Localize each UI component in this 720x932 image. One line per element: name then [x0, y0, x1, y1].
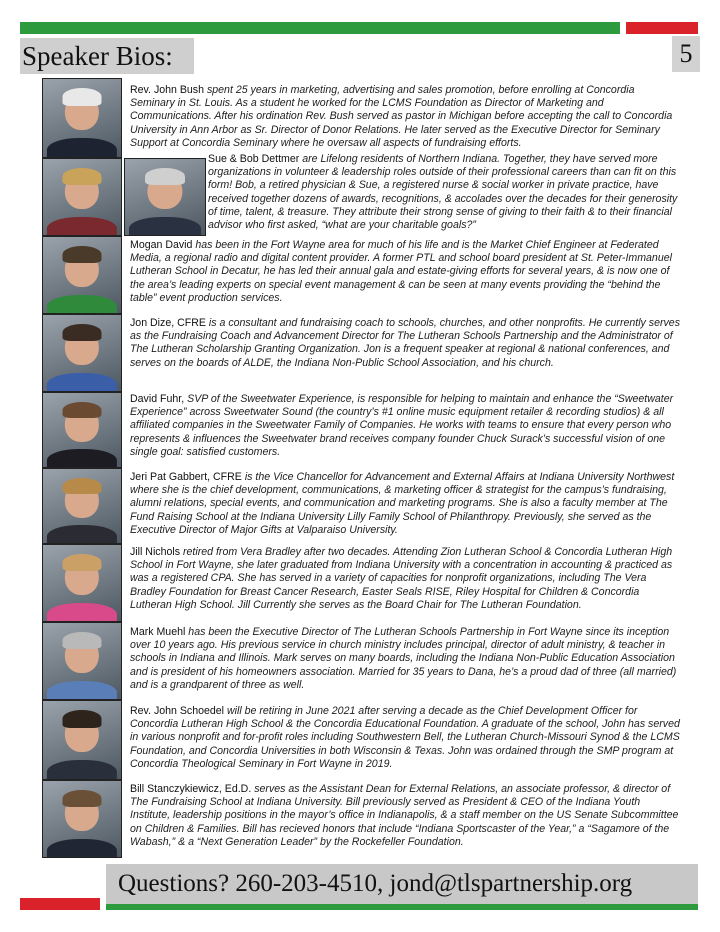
bio-stanczykiewicz — [130, 783, 682, 849]
speaker-bio: is a consultant and fundraising coach to schools, churches, and other nonprofits. He currently serves as the Fundraising Coach and Advancement Director for The Lutheran Schools Partnership and the Administrator of The Lutheran Scholarship Granting Organization. Jon is a frequent speaker at regional & national conferences, and serves on the boards of ALDE, the Indiana Non-Public School Association, and his church. — [130, 317, 680, 369]
footer-contact: Questions? 260-203-4510, jond@tlspartnership.org — [106, 864, 698, 904]
page-title: Speaker Bios: — [20, 38, 194, 74]
speaker-photo-sue-dettmer — [42, 158, 122, 236]
top-green-bar — [20, 22, 620, 34]
speaker-photo-david — [42, 236, 122, 314]
speaker-bio: SVP of the Sweetwater Experience, is responsible for helping to maintain and enhance the “Sweetwater Experience” across Sweetwater Sound (the country’s #1 online music equipment retailer & recording studios) & all affiliated companies in the Sweetwater Family of Companies. He works with teams to ensure that every person who represents & influences the Sweetwater brand receives company founder Chuck Surack’s successful vision of one single goal: satisfied customers. — [130, 393, 674, 458]
page-number: 5 — [672, 36, 700, 72]
speaker-bio: has been the Executive Director of The Lutheran Schools Partnership in Fort Wayne since its inception over 10 years ago. His previous service in church ministry includes principal, director of adult ministry, & teacher in schools in Indiana and Illinois. Mark serves on many boards, including the Indiana Non-Public Education Association and is president of his homeowners association. Married for 35 years to Dana, he’s a proud dad of three (all married) and is a grandparent of three as well. — [130, 626, 677, 691]
speaker-bio: retired from Vera Bradley after two decades. Attending Zion Lutheran School & Concordia Lutheran High School in Fort Wayne, she later graduated from Indiana University with a concentration in accounting & practiced as was a registered CPA. She has served in a variety of capacities for nonprofit organizations, including The Vera Bradley Foundation for Breast Cancer Research, Easter Seals RISE, Riley Hospital for Children & Concordia Lutheran High School. Jill Currently she serves as the Board Chair for The Lutheran Foundation. — [130, 546, 673, 611]
bio-schoedel — [130, 705, 682, 771]
speaker-name: Mogan David — [130, 239, 193, 251]
speaker-name: David Fuhr, — [130, 393, 185, 405]
bio-gabbert — [130, 471, 682, 537]
top-red-bar — [626, 22, 698, 34]
speaker-photo-nichols — [42, 544, 122, 622]
speaker-photo-bush — [42, 78, 122, 158]
speaker-bio: is the Vice Chancellor for Advancement and External Affairs at Indiana University Northwest where she is the chief development, communications, & marketing officer & strategist for the campus’s fundraising, alumni relations, special events, and communication and marketing programs. She is also a faculty member at The Fund Raising School at the Indiana University Lilly Family School of Philanthropy. Previously, she served as the Executive Director of Major Gifts at Valparaiso University. — [130, 471, 675, 536]
speaker-photo-dize — [42, 314, 122, 392]
speaker-name: Mark Muehl — [130, 626, 186, 638]
bio-bush — [130, 84, 682, 150]
bio-fuhr — [130, 393, 682, 459]
speaker-bio: will be retiring in June 2021 after serving a decade as the Chief Development Officer for Concordia Lutheran High School & the Concordia Educational Foundation. A graduate of the school, John has served in various nonprofit and for-profit roles including Southwestern Bell, the Lutheran Church-Missouri Synod & the LCMS Foundation, and Concordia Universities in both Wisconsin & Texas. John was ordained through the SMP program at Concordia Theological Seminary in Fort Wayne in 2019. — [130, 705, 680, 770]
speaker-photo-fuhr — [42, 392, 122, 468]
speaker-name: Bill Stanczykiewicz, Ed.D. — [130, 783, 252, 795]
footer-red-bar — [20, 898, 100, 910]
bio-dize — [130, 317, 682, 370]
speaker-name: Jill Nichols — [130, 546, 181, 558]
speaker-photo-stanczykiewicz — [42, 780, 122, 858]
speaker-bio: has been in the Fort Wayne area for much of his life and is the Market Chief Engineer at Federated Media, a regional radio and digital content provider. A former PTL and school board president at St. Peter-Immanuel Lutheran School in Decatur, he has led their annual gala and estate-giving efforts for several years, & is now one of the area’s leading experts on special event management & can be seen at many events providing the “behind the table” event production services. — [130, 239, 672, 304]
speaker-name: Sue & Bob Dettmer — [208, 153, 300, 165]
speaker-photo-schoedel — [42, 700, 122, 780]
speaker-bio: spent 25 years in marketing, advertising and sales promotion, before enrolling at Concordia Seminary in St. Louis. As a student he worked for the LCMS Foundation as Director of Marketing and Communications. After his ordination Rev. Bush served as pastor in Michigan before accepting the call to Concordia University in Ann Arbor as Sr. Director of Donor Relations. He later served as the Executive Director for Seminary Support at Concordia Seminary where he oversaw all aspects of fundraising efforts. — [130, 84, 673, 149]
speaker-photo-muehl — [42, 622, 122, 700]
speaker-name: Jeri Pat Gabbert, CFRE — [130, 471, 242, 483]
bio-david — [130, 239, 682, 305]
speaker-name: Rev. John Schoedel — [130, 705, 225, 717]
bio-dettmer — [208, 153, 682, 232]
speaker-photo-bob-dettmer — [124, 158, 206, 236]
speaker-bio: are Lifelong residents of Northern Indiana. Together, they have served more organizations in volunteer & leadership roles outside of their professional careers than can fit on this form! Bob, a retired physician & Sue, a registered nurse & social worker in private practice, have received together dozens of awards, recognitions, & accolades over the decades for their generosity of time, talent, & treasure. They attribute their strong sense of giving to their faith & to their financial advisor who first asked, “what are your charitable goals?” — [208, 153, 678, 232]
speaker-bio: serves as the Assistant Dean for External Relations, an associate professor, & director of The Fundraising School at Indiana University. Bill previously served as President & CEO of the Indiana Youth Institute, leadership positions in the mayor’s office in Indianapolis, & a staff member on the US Senate Subcommittee on Children & Families. Bill has recieved honors that include “Indiana Sportscaster of the Year,” a “Sagamore of the Wabash,” & a “Next Generation Leader” by the Rockefeller Foundation. — [130, 783, 679, 848]
bio-muehl — [130, 626, 682, 692]
speaker-name: Jon Dize, CFRE — [130, 317, 206, 329]
speaker-photo-gabbert — [42, 468, 122, 544]
speaker-name: Rev. John Bush — [130, 84, 205, 96]
bio-nichols — [130, 546, 682, 612]
